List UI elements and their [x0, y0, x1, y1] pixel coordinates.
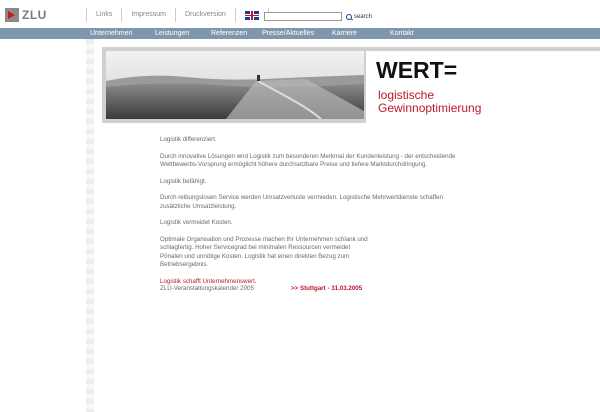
content-text — [160, 136, 460, 286]
nav-leistungen[interactable]: Leistungen — [155, 30, 190, 37]
paragraph-heading: Logistik vermeidet Kosten. — [160, 219, 233, 226]
search-area — [264, 12, 372, 21]
nav-unternehmen[interactable]: Unternehmen — [90, 30, 133, 37]
hero-bar — [366, 47, 600, 51]
uk-flag-icon[interactable] — [245, 11, 259, 20]
top-bar — [0, 0, 600, 28]
search-button[interactable] — [346, 14, 372, 20]
nav-presse-aktuelles[interactable]: Presse/Aktuelles — [262, 30, 315, 37]
links-link[interactable]: Links — [86, 8, 121, 22]
search-button-label: search — [354, 13, 373, 20]
paragraph: Durch innovative Lösungen wird Logistik zum besonderen Merkmal der Kundenleistung - der entscheidende Wettbewerbs-Vorsprung ermöglicht höhere durchsetzbare Preise und tiefere Marktdurchdringung. — [160, 152, 456, 168]
nav-karriere[interactable]: Karriere — [332, 30, 357, 37]
nav-kontakt[interactable]: Kontakt — [390, 30, 414, 37]
nav-referenzen[interactable]: Referenzen — [211, 30, 248, 37]
paragraph: Optimale Organisation und Prozesse machen Ihr Unternehmen schlank und schlagfertig. Hoher Servicegrad bei minimalen Ressourcen vermeidet Pönalen und unnötige Kosten. Logistik hat einen direkten Bezug zum Betriebsergebnis. — [160, 235, 368, 268]
druckversion-link[interactable]: Druckversion — [175, 8, 235, 22]
paragraph-highlight: Logistik schafft Unternehmenswert. — [160, 277, 257, 285]
logo[interactable] — [5, 8, 47, 22]
headline-line2: Gewinnoptimierung — [378, 101, 482, 115]
search-input[interactable] — [264, 12, 342, 21]
logo-arrow-icon — [5, 8, 19, 22]
top-links — [86, 8, 269, 22]
calendar-label: ZLU-Veranstaltungskalender 2005 — [160, 285, 254, 292]
event-link[interactable]: >> Stuttgart - 31.03.2005 — [291, 285, 363, 292]
paragraph: Durch reibungslosen Service werden Umsatzverluste vermieden. Logistische Mehrwertdienste schaffen zusätzliche Umsatzleistung. — [160, 194, 443, 210]
logo-text: ZLU — [22, 8, 47, 22]
headline-line1: logistische — [378, 88, 435, 102]
decorative-strip — [86, 39, 94, 412]
search-icon — [346, 14, 352, 20]
paragraph-heading: Logistik befähigt. — [160, 177, 207, 185]
impressum-link[interactable]: Impressum — [121, 8, 175, 22]
divider — [235, 8, 236, 22]
paragraph-heading: Logistik differenziert. — [160, 136, 217, 143]
headline-main: WERT= — [376, 57, 458, 83]
hero-image — [106, 51, 364, 119]
main-nav — [0, 28, 600, 39]
